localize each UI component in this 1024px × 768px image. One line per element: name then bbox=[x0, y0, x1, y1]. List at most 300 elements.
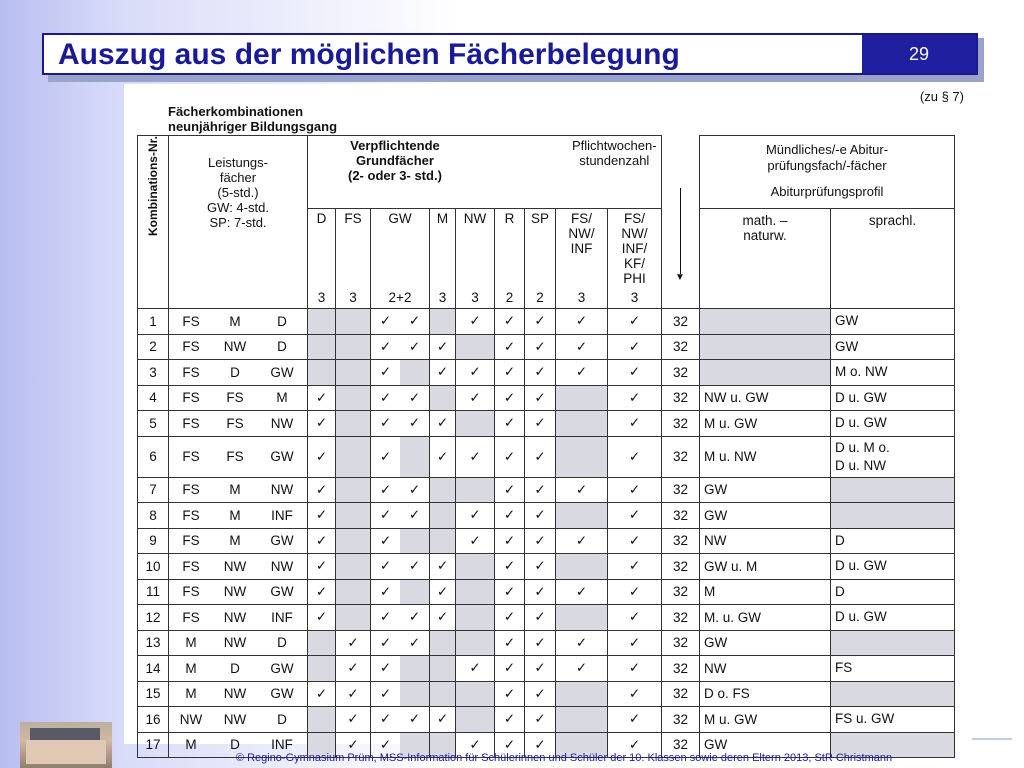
grundfach-r-cell: ✓ bbox=[495, 656, 525, 682]
leistungsfach-2: NW bbox=[223, 711, 247, 727]
grundfach-nw-cell bbox=[456, 477, 495, 503]
grundfach-sp-cell: ✓ bbox=[525, 385, 556, 411]
grundfach-m-cell: ✓ bbox=[430, 554, 456, 580]
leistungsfach-3: GW bbox=[270, 686, 294, 702]
grundfach-d-cell: ✓ bbox=[308, 411, 336, 437]
grundfach-sp-cell: ✓ bbox=[525, 334, 556, 360]
grundfach-fs-cell bbox=[336, 360, 371, 386]
grundfach-gw-cell bbox=[371, 385, 430, 411]
wochenstunden-sum: 32 bbox=[662, 605, 700, 631]
grundfach-gw-cell bbox=[371, 503, 430, 529]
check-mark-icon bbox=[400, 682, 429, 707]
profil-math-naturw: NW bbox=[700, 528, 831, 554]
profil-math-naturw: M u. NW bbox=[700, 436, 831, 477]
profil-sprachl: FS u. GW bbox=[831, 707, 955, 733]
grundfach-c8-cell: ✓ bbox=[556, 579, 608, 605]
grundfach-c9-cell: ✓ bbox=[608, 630, 662, 656]
grundfach-c9-cell: ✓ bbox=[608, 732, 662, 758]
grundfach-sp-cell: ✓ bbox=[525, 503, 556, 529]
check-mark-icon: ✓ bbox=[379, 609, 392, 625]
grundfach-fs-cell bbox=[336, 605, 371, 631]
table-row bbox=[138, 334, 955, 360]
row-number: 3 bbox=[138, 360, 169, 386]
grundfach-r-cell: ✓ bbox=[495, 503, 525, 529]
grundfach-m-cell bbox=[430, 656, 456, 682]
wochenstunden-sum: 32 bbox=[662, 732, 700, 758]
grundfach-fs-cell bbox=[336, 334, 371, 360]
grundfach-r-cell: ✓ bbox=[495, 630, 525, 656]
subject-header-6: SP bbox=[525, 209, 556, 287]
hours-header-3: 3 bbox=[430, 286, 456, 309]
profil-sprachl: GW bbox=[831, 309, 955, 335]
leistungsfach-2: D bbox=[230, 737, 240, 753]
leistungsfach-2: NW bbox=[223, 339, 247, 355]
check-mark-icon: ✓ bbox=[408, 313, 421, 329]
profil-sprachl: D u. GW bbox=[831, 554, 955, 580]
grundfach-d-cell: ✓ bbox=[308, 554, 336, 580]
check-mark-icon: ✓ bbox=[408, 558, 421, 574]
check-mark-icon: ✓ bbox=[379, 364, 392, 380]
grundfach-d-cell bbox=[308, 309, 336, 335]
grundfach-gw-cell bbox=[371, 707, 430, 733]
leistungsfach-2: NW bbox=[223, 686, 247, 702]
leistungsfach-1: FS bbox=[182, 313, 200, 329]
leistungsfach-2: FS bbox=[226, 390, 244, 406]
grundfach-fs-cell: ✓ bbox=[336, 681, 371, 707]
grundfach-fs-cell bbox=[336, 477, 371, 503]
grundfach-gw-cell bbox=[371, 681, 430, 707]
table-row bbox=[138, 630, 955, 656]
row-number: 17 bbox=[138, 732, 169, 758]
leistungsfach-3: INF bbox=[271, 507, 293, 523]
leistungsfach-1: FS bbox=[182, 507, 200, 523]
grundfach-d-cell bbox=[308, 360, 336, 386]
table-row bbox=[138, 605, 955, 631]
check-mark-icon: ✓ bbox=[379, 532, 392, 548]
leistungsfach-3: D bbox=[277, 313, 287, 329]
grundfach-nw-cell bbox=[456, 630, 495, 656]
grundfach-c8-cell bbox=[556, 411, 608, 437]
grundfach-r-cell: ✓ bbox=[495, 477, 525, 503]
grundfach-nw-cell bbox=[456, 411, 495, 437]
grundfach-c9-cell: ✓ bbox=[608, 707, 662, 733]
grundfach-fs-cell bbox=[336, 309, 371, 335]
leistungsfaecher-cell bbox=[169, 436, 308, 477]
leistungsfach-3: D bbox=[277, 339, 287, 355]
title-bar bbox=[42, 33, 978, 75]
grundfach-r-cell: ✓ bbox=[495, 411, 525, 437]
check-mark-icon: ✓ bbox=[379, 338, 392, 354]
grundfach-c8-cell: ✓ bbox=[556, 360, 608, 386]
grundfach-fs-cell bbox=[336, 503, 371, 529]
leistungsfach-1: M bbox=[185, 737, 197, 753]
grundfach-m-cell bbox=[430, 477, 456, 503]
wochenstunden-sum: 32 bbox=[662, 707, 700, 733]
arrow-down-icon: ▼ bbox=[675, 271, 685, 283]
row-number: 6 bbox=[138, 436, 169, 477]
wochenstunden-sum: 32 bbox=[662, 309, 700, 335]
grundfach-r-cell: ✓ bbox=[495, 605, 525, 631]
leistungsfach-3: GW bbox=[270, 449, 294, 464]
grundfach-r-cell: ✓ bbox=[495, 732, 525, 758]
leistungsfach-2: D bbox=[230, 364, 240, 380]
check-mark-icon: ✓ bbox=[379, 634, 392, 650]
grundfach-gw-cell bbox=[371, 528, 430, 554]
profil-sprachl: FS bbox=[831, 656, 955, 682]
grundfach-m-cell: ✓ bbox=[430, 707, 456, 733]
grundfach-fs-cell bbox=[336, 385, 371, 411]
row-number: 14 bbox=[138, 656, 169, 682]
leistungsfach-1: FS bbox=[182, 364, 200, 380]
grundfach-r-cell: ✓ bbox=[495, 681, 525, 707]
profil-math-naturw: M u. GW bbox=[700, 707, 831, 733]
wochenstunden-sum: 32 bbox=[662, 436, 700, 477]
subject-header-3: M bbox=[430, 209, 456, 287]
table-row bbox=[138, 360, 955, 386]
wochenstunden-sum: 32 bbox=[662, 503, 700, 529]
leistungsfach-3: INF bbox=[271, 737, 293, 753]
grundfach-sp-cell: ✓ bbox=[525, 411, 556, 437]
leistungsfach-3: NW bbox=[270, 558, 294, 574]
leistungsfaecher-cell bbox=[169, 579, 308, 605]
grundfach-gw-cell bbox=[371, 477, 430, 503]
grundfach-r-cell: ✓ bbox=[495, 334, 525, 360]
leistungsfaecher-cell bbox=[169, 707, 308, 733]
row-number: 9 bbox=[138, 528, 169, 554]
check-mark-icon: ✓ bbox=[379, 685, 392, 701]
grundfach-d-cell: ✓ bbox=[308, 477, 336, 503]
check-mark-icon: ✓ bbox=[408, 481, 421, 497]
leistungsfach-2: NW bbox=[223, 558, 247, 574]
leistungsfaecher-cell bbox=[169, 385, 308, 411]
profil-math-naturw: M bbox=[700, 579, 831, 605]
profil-sprachl: D u. M o. D u. NW bbox=[831, 436, 955, 477]
leistungsfach-2: FS bbox=[226, 449, 244, 464]
table-row bbox=[138, 477, 955, 503]
wochenstunden-sum: 32 bbox=[662, 477, 700, 503]
grundfach-c8-cell bbox=[556, 605, 608, 631]
check-mark-icon: ✓ bbox=[379, 711, 392, 727]
subject-header-1: FS bbox=[336, 209, 371, 287]
grundfach-nw-cell: ✓ bbox=[456, 309, 495, 335]
grundfach-d-cell bbox=[308, 334, 336, 360]
grundfach-c9-cell: ✓ bbox=[608, 360, 662, 386]
row-number: 8 bbox=[138, 503, 169, 529]
grundfach-nw-cell: ✓ bbox=[456, 732, 495, 758]
leistungsfach-1: FS bbox=[182, 482, 200, 498]
profil-math-naturw: GW bbox=[700, 630, 831, 656]
header-sprachl: sprachl. bbox=[831, 209, 955, 309]
check-mark-icon: ✓ bbox=[408, 711, 421, 727]
grundfach-c9-cell: ✓ bbox=[608, 528, 662, 554]
wochenstunden-sum: 32 bbox=[662, 681, 700, 707]
leistungsfach-3: GW bbox=[270, 660, 294, 676]
header-kombinations-nr: Kombinations-Nr. bbox=[138, 136, 169, 309]
wochenstunden-sum: 32 bbox=[662, 554, 700, 580]
wochenstunden-sum: 32 bbox=[662, 656, 700, 682]
check-mark-icon: ✓ bbox=[408, 338, 421, 354]
profil-math-naturw: NW u. GW bbox=[700, 385, 831, 411]
grundfach-sp-cell: ✓ bbox=[525, 630, 556, 656]
leistungsfach-3: D bbox=[277, 711, 287, 727]
subject-header-7: FS/ NW/ INF bbox=[556, 209, 608, 287]
grundfach-nw-cell bbox=[456, 579, 495, 605]
table-row bbox=[138, 528, 955, 554]
grundfach-sp-cell: ✓ bbox=[525, 436, 556, 477]
check-mark-icon bbox=[400, 580, 429, 605]
grundfach-c8-cell: ✓ bbox=[556, 477, 608, 503]
hours-header-6: 2 bbox=[525, 286, 556, 309]
profil-sprachl bbox=[831, 503, 955, 529]
wochenstunden-sum: 32 bbox=[662, 411, 700, 437]
check-mark-icon: ✓ bbox=[379, 481, 392, 497]
subject-header-0: D bbox=[308, 209, 336, 287]
leistungsfach-2: NW bbox=[223, 584, 247, 600]
leistungsfach-1: FS bbox=[182, 609, 200, 625]
grundfach-c8-cell: ✓ bbox=[556, 334, 608, 360]
grundfach-c8-cell bbox=[556, 436, 608, 477]
leistungsfach-2: NW bbox=[223, 635, 247, 651]
header-math-naturw: math. – naturw. bbox=[700, 209, 831, 309]
profil-math-naturw: GW u. M bbox=[700, 554, 831, 580]
leistungsfach-3: NW bbox=[270, 415, 294, 431]
leistungsfach-1: M bbox=[185, 660, 197, 676]
check-mark-icon: ✓ bbox=[379, 660, 392, 676]
grundfach-nw-cell: ✓ bbox=[456, 503, 495, 529]
grundfach-r-cell: ✓ bbox=[495, 707, 525, 733]
check-mark-icon: ✓ bbox=[379, 448, 392, 464]
leistungsfach-2: M bbox=[229, 507, 241, 523]
header-grundfaecher: Verpflichtende Grundfächer (2- oder 3- std.) Pflichtwochen- stundenzahl bbox=[308, 136, 662, 209]
grundfach-fs-cell bbox=[336, 554, 371, 580]
grundfach-fs-cell bbox=[336, 436, 371, 477]
check-mark-icon: ✓ bbox=[379, 583, 392, 599]
grundfach-c9-cell: ✓ bbox=[608, 385, 662, 411]
leistungsfaecher-cell bbox=[169, 554, 308, 580]
grundfach-r-cell: ✓ bbox=[495, 436, 525, 477]
grundfach-c8-cell bbox=[556, 554, 608, 580]
profil-math-naturw: GW bbox=[700, 732, 831, 758]
wochenstunden-sum: 32 bbox=[662, 385, 700, 411]
grundfach-r-cell: ✓ bbox=[495, 360, 525, 386]
hours-header-1: 3 bbox=[336, 286, 371, 309]
row-number: 16 bbox=[138, 707, 169, 733]
header-leistungsfaecher: Leistungs- fächer (5-std.) GW: 4-std. SP: 7-std. bbox=[169, 136, 308, 309]
hours-header-5: 2 bbox=[495, 286, 525, 309]
school-building-logo bbox=[20, 722, 112, 768]
grundfach-fs-cell: ✓ bbox=[336, 630, 371, 656]
check-mark-icon bbox=[400, 656, 429, 681]
leistungsfach-2: NW bbox=[223, 609, 247, 625]
grundfach-fs-cell bbox=[336, 411, 371, 437]
leistungsfach-2: M bbox=[229, 313, 241, 329]
leistungsfach-1: M bbox=[185, 686, 197, 702]
leistungsfaecher-cell bbox=[169, 605, 308, 631]
row-number: 11 bbox=[138, 579, 169, 605]
table-heading: Fächerkombinationen neunjähriger Bildungsgang bbox=[168, 104, 338, 134]
check-mark-icon bbox=[400, 360, 429, 385]
profil-sprachl: D u. GW bbox=[831, 411, 955, 437]
profil-math-naturw bbox=[700, 360, 831, 386]
leistungsfach-3: INF bbox=[271, 609, 293, 625]
hours-header-7: 3 bbox=[556, 286, 608, 309]
grundfach-d-cell: ✓ bbox=[308, 385, 336, 411]
grundfach-sp-cell: ✓ bbox=[525, 309, 556, 335]
leistungsfach-1: FS bbox=[182, 390, 200, 406]
leistungsfach-2: FS bbox=[226, 415, 244, 431]
grundfach-r-cell: ✓ bbox=[495, 554, 525, 580]
grundfach-c9-cell: ✓ bbox=[608, 309, 662, 335]
hours-header-2: 2+2 bbox=[371, 286, 430, 309]
row-number: 10 bbox=[138, 554, 169, 580]
profil-math-naturw: NW bbox=[700, 656, 831, 682]
grundfach-m-cell: ✓ bbox=[430, 360, 456, 386]
grundfach-d-cell: ✓ bbox=[308, 579, 336, 605]
grundfach-c9-cell: ✓ bbox=[608, 605, 662, 631]
wochenstunden-sum: 32 bbox=[662, 630, 700, 656]
profil-math-naturw: GW bbox=[700, 503, 831, 529]
grundfach-c9-cell: ✓ bbox=[608, 681, 662, 707]
row-number: 4 bbox=[138, 385, 169, 411]
leistungsfach-1: FS bbox=[182, 558, 200, 574]
grundfach-fs-cell bbox=[336, 579, 371, 605]
grundfach-sp-cell: ✓ bbox=[525, 360, 556, 386]
check-mark-icon: ✓ bbox=[408, 609, 421, 625]
check-mark-icon: ✓ bbox=[379, 415, 392, 431]
hours-header-4: 3 bbox=[456, 286, 495, 309]
grundfach-c8-cell bbox=[556, 707, 608, 733]
leistungsfach-2: D bbox=[230, 660, 240, 676]
grundfach-d-cell: ✓ bbox=[308, 605, 336, 631]
leistungsfach-3: D bbox=[277, 635, 287, 651]
table-row bbox=[138, 411, 955, 437]
table-row bbox=[138, 681, 955, 707]
grundfach-gw-cell bbox=[371, 334, 430, 360]
grundfach-d-cell bbox=[308, 656, 336, 682]
grundfach-sp-cell: ✓ bbox=[525, 477, 556, 503]
grundfach-sp-cell: ✓ bbox=[525, 528, 556, 554]
profil-math-naturw bbox=[700, 309, 831, 335]
leistungsfach-3: GW bbox=[270, 533, 294, 549]
grundfach-d-cell: ✓ bbox=[308, 528, 336, 554]
check-mark-icon: ✓ bbox=[408, 415, 421, 431]
profil-sprachl: D u. GW bbox=[831, 605, 955, 631]
table-row bbox=[138, 385, 955, 411]
grundfach-m-cell: ✓ bbox=[430, 436, 456, 477]
hours-header-0: 3 bbox=[308, 286, 336, 309]
leistungsfaecher-cell bbox=[169, 411, 308, 437]
grundfach-c8-cell bbox=[556, 503, 608, 529]
grundfach-nw-cell: ✓ bbox=[456, 656, 495, 682]
grundfach-m-cell bbox=[430, 630, 456, 656]
grundfach-d-cell: ✓ bbox=[308, 436, 336, 477]
wochenstunden-sum: 32 bbox=[662, 528, 700, 554]
grundfach-c8-cell bbox=[556, 385, 608, 411]
leistungsfaecher-cell bbox=[169, 360, 308, 386]
table-row bbox=[138, 579, 955, 605]
profil-sprachl bbox=[831, 630, 955, 656]
check-mark-icon: ✓ bbox=[379, 313, 392, 329]
leistungsfaecher-cell bbox=[169, 681, 308, 707]
profil-sprachl: GW bbox=[831, 334, 955, 360]
leistungsfaecher-cell bbox=[169, 477, 308, 503]
table-row bbox=[138, 707, 955, 733]
grundfach-m-cell: ✓ bbox=[430, 411, 456, 437]
profil-math-naturw: M u. GW bbox=[700, 411, 831, 437]
leistungsfaecher-cell bbox=[169, 503, 308, 529]
leistungsfach-3: NW bbox=[270, 482, 294, 498]
grundfach-r-cell: ✓ bbox=[495, 309, 525, 335]
row-number: 13 bbox=[138, 630, 169, 656]
check-mark-icon: ✓ bbox=[379, 558, 392, 574]
table-row bbox=[138, 436, 955, 477]
leistungsfach-1: FS bbox=[182, 415, 200, 431]
leistungsfach-1: FS bbox=[182, 339, 200, 355]
grundfach-c9-cell: ✓ bbox=[608, 411, 662, 437]
table-row bbox=[138, 554, 955, 580]
leistungsfaecher-cell bbox=[169, 656, 308, 682]
page-number: 29 bbox=[862, 35, 976, 73]
grundfach-sp-cell: ✓ bbox=[525, 579, 556, 605]
grundfach-c9-cell: ✓ bbox=[608, 477, 662, 503]
row-number: 1 bbox=[138, 309, 169, 335]
grundfach-c9-cell: ✓ bbox=[608, 436, 662, 477]
grundfach-nw-cell bbox=[456, 334, 495, 360]
grundfach-fs-cell: ✓ bbox=[336, 732, 371, 758]
leistungsfach-1: FS bbox=[182, 533, 200, 549]
grundfach-nw-cell bbox=[456, 605, 495, 631]
grundfach-r-cell: ✓ bbox=[495, 385, 525, 411]
row-number: 2 bbox=[138, 334, 169, 360]
check-mark-icon: ✓ bbox=[379, 389, 392, 405]
grundfach-c8-cell bbox=[556, 681, 608, 707]
leistungsfaecher-cell bbox=[169, 528, 308, 554]
leistungsfach-1: M bbox=[185, 635, 197, 651]
grundfach-m-cell bbox=[430, 503, 456, 529]
leistungsfach-2: M bbox=[229, 482, 241, 498]
leistungsfach-1: FS bbox=[182, 584, 200, 600]
table-row bbox=[138, 309, 955, 335]
wochenstunden-sum: 32 bbox=[662, 579, 700, 605]
grundfach-c9-cell: ✓ bbox=[608, 579, 662, 605]
profil-math-naturw bbox=[700, 334, 831, 360]
grundfach-sp-cell: ✓ bbox=[525, 707, 556, 733]
paragraph-reference: (zu § 7) bbox=[919, 89, 964, 104]
grundfach-nw-cell bbox=[456, 681, 495, 707]
grundfach-m-cell: ✓ bbox=[430, 334, 456, 360]
grundfach-m-cell bbox=[430, 385, 456, 411]
grundfach-m-cell bbox=[430, 528, 456, 554]
combination-table bbox=[137, 135, 955, 758]
profil-sprachl: D u. GW bbox=[831, 385, 955, 411]
check-mark-icon: ✓ bbox=[408, 634, 421, 650]
grundfach-r-cell: ✓ bbox=[495, 579, 525, 605]
grundfach-r-cell: ✓ bbox=[495, 528, 525, 554]
profil-sprachl: D bbox=[831, 528, 955, 554]
grundfach-c9-cell: ✓ bbox=[608, 503, 662, 529]
grundfach-nw-cell bbox=[456, 707, 495, 733]
row-number: 7 bbox=[138, 477, 169, 503]
grundfach-gw-cell bbox=[371, 411, 430, 437]
table-body bbox=[138, 309, 955, 758]
subject-header-5: R bbox=[495, 209, 525, 287]
check-mark-icon: ✓ bbox=[408, 389, 421, 405]
grundfach-gw-cell bbox=[371, 436, 430, 477]
grundfach-c9-cell: ✓ bbox=[608, 334, 662, 360]
check-mark-icon: ✓ bbox=[379, 507, 392, 523]
grundfach-d-cell: ✓ bbox=[308, 681, 336, 707]
leistungsfach-1: NW bbox=[179, 711, 203, 727]
